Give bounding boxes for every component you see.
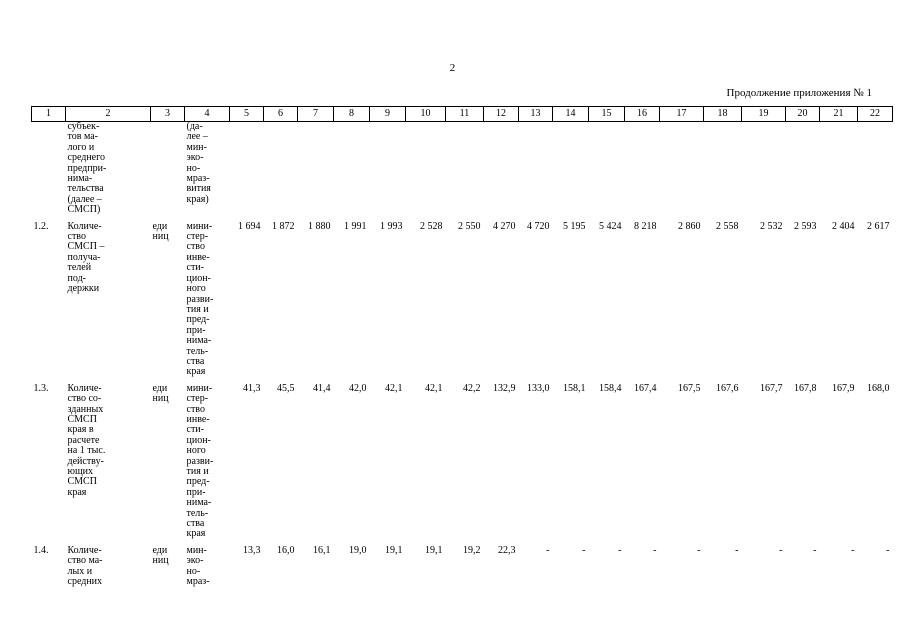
column-header: 17: [660, 107, 704, 122]
value-cell: [298, 122, 334, 216]
column-header: 19: [742, 107, 786, 122]
value-cell: 167,5: [678, 382, 701, 394]
value-cell: 167,6: [716, 382, 739, 394]
value-cell: 19,1: [385, 544, 403, 556]
value-cell: 132,9: [493, 382, 516, 394]
value-cell: 16,1: [313, 544, 331, 556]
value-cell: -: [779, 544, 783, 556]
value-cell: 4 720: [527, 220, 550, 232]
value-cell: [858, 122, 893, 216]
column-header: 14: [553, 107, 589, 122]
value-cell: [786, 122, 820, 216]
value-cell: [589, 122, 625, 216]
value-cell: 19,2: [463, 544, 481, 556]
value-cell: 4 270: [493, 220, 516, 232]
value-cell: 22,3: [498, 544, 516, 556]
column-header: 4: [185, 107, 230, 122]
column-header: 9: [370, 107, 406, 122]
unit-cell: еди ниц: [152, 544, 169, 567]
row-number: [32, 122, 66, 216]
value-cell: 2 550: [458, 220, 481, 232]
value-cell: [553, 122, 589, 216]
value-cell: 1 880: [308, 220, 331, 232]
column-header: 3: [151, 107, 185, 122]
value-cell: [660, 122, 704, 216]
value-cell: -: [546, 544, 550, 556]
column-header: 20: [786, 107, 820, 122]
value-cell: -: [851, 544, 855, 556]
row-number: 1.2.: [33, 220, 49, 232]
value-cell: 8 218: [634, 220, 657, 232]
row-number: 1.4.: [33, 544, 49, 556]
column-header: 8: [334, 107, 370, 122]
column-header: 1: [32, 107, 66, 122]
value-cell: 167,9: [832, 382, 855, 394]
value-cell: 158,1: [563, 382, 586, 394]
value-cell: 2 860: [678, 220, 701, 232]
value-cell: 2 593: [794, 220, 817, 232]
value-cell: 42,2: [463, 382, 481, 394]
unit-cell: еди ниц: [152, 382, 169, 405]
value-cell: 42,1: [385, 382, 403, 394]
value-cell: -: [735, 544, 739, 556]
table-row: [32, 546, 893, 588]
column-header: 2: [66, 107, 151, 122]
value-cell: [820, 122, 858, 216]
column-header: 21: [820, 107, 858, 122]
value-cell: -: [886, 544, 890, 556]
value-cell: 168,0: [867, 382, 890, 394]
value-cell: 158,4: [599, 382, 622, 394]
value-cell: 1 872: [272, 220, 295, 232]
indicator-name: субъек- тов ма- лого и среднего предпри- нима- тельства (далее – СМСП): [67, 121, 107, 216]
column-header: 7: [298, 107, 334, 122]
value-cell: 2 558: [716, 220, 739, 232]
value-cell: 41,3: [243, 382, 261, 394]
value-cell: [742, 122, 786, 216]
unit-cell: [151, 122, 185, 216]
value-cell: 2 404: [832, 220, 855, 232]
continuation-label: Продолжение приложения № 1: [726, 87, 872, 99]
value-cell: -: [582, 544, 586, 556]
value-cell: [484, 122, 519, 216]
table-row: [32, 222, 893, 378]
value-cell: 42,0: [349, 382, 367, 394]
responsible-cell: (да- лее – мин- эко- но- мраз- вития края): [186, 121, 211, 205]
value-cell: 2 617: [867, 220, 890, 232]
value-cell: 19,1: [425, 544, 443, 556]
value-cell: 5 424: [599, 220, 622, 232]
value-cell: 19,0: [349, 544, 367, 556]
responsible-cell: мини- стер- ство инве- сти- цион- ного разви- тия и пред- при- нима- тель- ства края: [186, 382, 214, 540]
value-cell: -: [697, 544, 701, 556]
value-cell: 167,7: [760, 382, 783, 394]
value-cell: 1 991: [344, 220, 367, 232]
column-header: 5: [230, 107, 264, 122]
value-cell: [406, 122, 446, 216]
value-cell: 42,1: [425, 382, 443, 394]
value-cell: [519, 122, 553, 216]
value-cell: [704, 122, 742, 216]
page-number: 2: [449, 62, 456, 74]
value-cell: [446, 122, 484, 216]
table-body: [32, 122, 893, 588]
indicator-name: Количе- ство со- зданных СМСП края в расчете на 1 тыс. действу- ющих СМСП края: [67, 382, 106, 498]
value-cell: 45,5: [277, 382, 295, 394]
value-cell: [370, 122, 406, 216]
row-number: 1.3.: [33, 382, 49, 394]
indicator-name: Количе- ство ма- лых и средних: [67, 544, 103, 588]
value-cell: 167,8: [794, 382, 817, 394]
column-header: 18: [704, 107, 742, 122]
value-cell: 13,3: [243, 544, 261, 556]
table-row: [32, 384, 893, 540]
value-cell: 16,0: [277, 544, 295, 556]
column-header: 15: [589, 107, 625, 122]
column-header: 16: [625, 107, 660, 122]
header-row: [32, 107, 893, 122]
responsible-cell: мин- эко- но- мраз-: [186, 544, 210, 588]
value-cell: 5 195: [563, 220, 586, 232]
table-row: [32, 122, 893, 216]
value-cell: 2 532: [760, 220, 783, 232]
column-header: 12: [484, 107, 519, 122]
column-header: 11: [446, 107, 484, 122]
indicators-table: [31, 106, 893, 587]
value-cell: 2 528: [420, 220, 443, 232]
value-cell: 1 694: [238, 220, 261, 232]
value-cell: [264, 122, 298, 216]
unit-cell: еди ниц: [152, 220, 169, 243]
value-cell: -: [618, 544, 622, 556]
indicator-name: Количе- ство СМСП – получа- телей под- держки: [67, 220, 105, 295]
value-cell: 167,4: [634, 382, 657, 394]
value-cell: -: [653, 544, 657, 556]
value-cell: [625, 122, 660, 216]
responsible-cell: мини- стер- ство инве- сти- цион- ного разви- тия и пред- при- нима- тель- ства края: [186, 220, 214, 378]
value-cell: 1 993: [380, 220, 403, 232]
column-header: 6: [264, 107, 298, 122]
value-cell: 133,0: [527, 382, 550, 394]
value-cell: -: [813, 544, 817, 556]
column-header: 10: [406, 107, 446, 122]
column-header: 22: [858, 107, 893, 122]
column-header: 13: [519, 107, 553, 122]
value-cell: [230, 122, 264, 216]
value-cell: 41,4: [313, 382, 331, 394]
value-cell: [334, 122, 370, 216]
